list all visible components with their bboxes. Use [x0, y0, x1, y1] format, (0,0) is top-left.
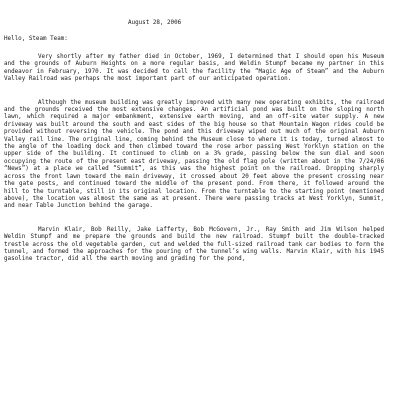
- paragraph: Marvin Klair, Bob Reilly, Jake Lafferty, Bob McGovern, Jr., Ray Smith and Jim Wilson helped Weldin Stumpf and me prepare the grounds and build the new railroad. Stumpf built the double-tracked trestle across the old vegetable garden, cut and welded the full-sized railroad tank car bodies to form the tunnel, and formed the approaches for the pouring of the tunnel’s wing walls. Marvin Klair, with his 1945 gasoline tractor, did all the earth moving and grading for the pond,: [4, 226, 384, 263]
- letter-date: August 28, 2006: [128, 20, 182, 26]
- paragraph: Very shortly after my father died in October, 1969, I determined that I should open his Museum and the grounds of Auburn Heights on a more regular basis, and Weldin Stumpf became my partner in this endeavor in February, 1970. It was decided to call the facility the “Magic Age of Steam” and the Auburn Valley Railroad was perhaps the most important part of our anticipated operation.: [4, 54, 384, 83]
- letter-greeting: Hello, Steam Team:: [4, 36, 68, 42]
- paragraph: Although the museum building was greatly improved with many new operating exhibits, the railroad and the grounds received the most extensive changes. An artificial pond was built on the sloping north lawn, which required a major embankment, extensive earth moving, and an off-site water supply. A new driveway was built around the south and east sides of the big house so that Mountain Wagon rides could be provided without reversing the vehicle. The pond and this driveway wiped out much of the original Auburn Valley rail line. The original line, coming behind the Museum close to where it is today, turned almost to the angle of the loading dock and then climbed toward the rose arbor passing West Yorklyn station on the upper side of the building. It continued to climb on a 3% grade, passing below the sun dial and soon occupying the route of the present east driveway, passing the old flag pole (written about in the 7/24/06 “News”) at a place we called “Summit”, as this was the highest point on the railroad. Dropping sharply across the front lawn toward the main driveway, it crossed about 20 feet above the present crossing near the gate posts, and continued toward the middle of the present pond. From there, it followed around the hill to the turntable, still in its original location. From the turntable to the starting point (mentioned above), the location was almost the same as at present. There were passing tracks at West Yorklyn, Summit, and near Table Junction behind the garage.: [4, 99, 384, 210]
- letter-body: [4, 54, 384, 280]
